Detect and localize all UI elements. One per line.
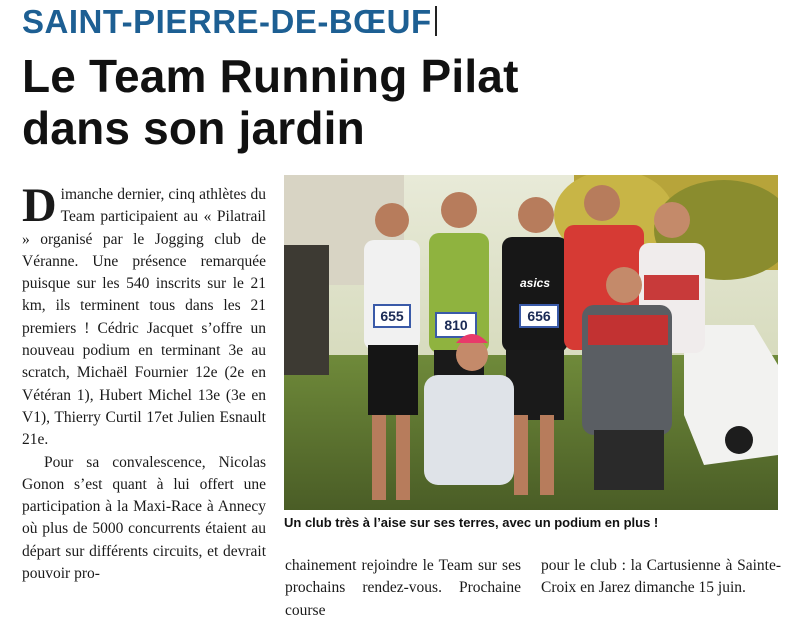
team-photo: [284, 175, 778, 510]
headline-line-2: dans son jardin: [22, 102, 365, 154]
headline-line-1: Le Team Running Pilat: [22, 50, 519, 102]
bib-3: 656: [527, 308, 551, 324]
bib-2: 810: [444, 317, 468, 333]
body-column-2: [285, 555, 521, 622]
drop-cap: D: [22, 179, 57, 232]
column-2-text: chainement rejoindre le Team sur ses prochains rendez-vous. Prochaine course: [285, 557, 521, 619]
paragraph-1-text: imanche dernier, cinq athlètes du Team participaient au « Pilatrail » organisé par le Jogging club de Véranne. Une présence remarquée puisque sur les 540 inscrits sur le 21 km, ils terminent tous dans les 21 premiers ! Cédric Jacquet s’offre un nouveau podium en terminant 3e au scratch, Michaël Fournier 12e (2e en Vétéran 1), Hubert Michel 13e (3e en V1), Thierry Curtil 17et Julien Esnault 21e.: [22, 186, 266, 449]
section-kicker: SAINT-PIERRE-DE-BŒUF: [22, 3, 432, 40]
kicker-divider: [435, 6, 437, 36]
body-column-1: [22, 179, 266, 585]
article-headline: [22, 50, 582, 154]
bib-1: 655: [380, 308, 404, 324]
column-3-text: pour le club : la Cartusienne à Sainte-Croix en Jarez dimanche 15 juin.: [541, 557, 781, 597]
body-column-3: [541, 555, 781, 600]
shirt-brand: asics: [519, 276, 551, 290]
paragraph-2: Pour sa convalescence, Nicolas Gonon s’est quant à lui offert une participation à la Maxi-Race à Annecy où plus de 5000 concurrents étaient au départ sur différents circuits, et devrait pouvoir pro-: [22, 453, 266, 583]
photo-caption: Un club très à l’aise sur ses terres, avec un podium en plus !: [284, 515, 659, 530]
paragraph-1: [22, 179, 266, 452]
